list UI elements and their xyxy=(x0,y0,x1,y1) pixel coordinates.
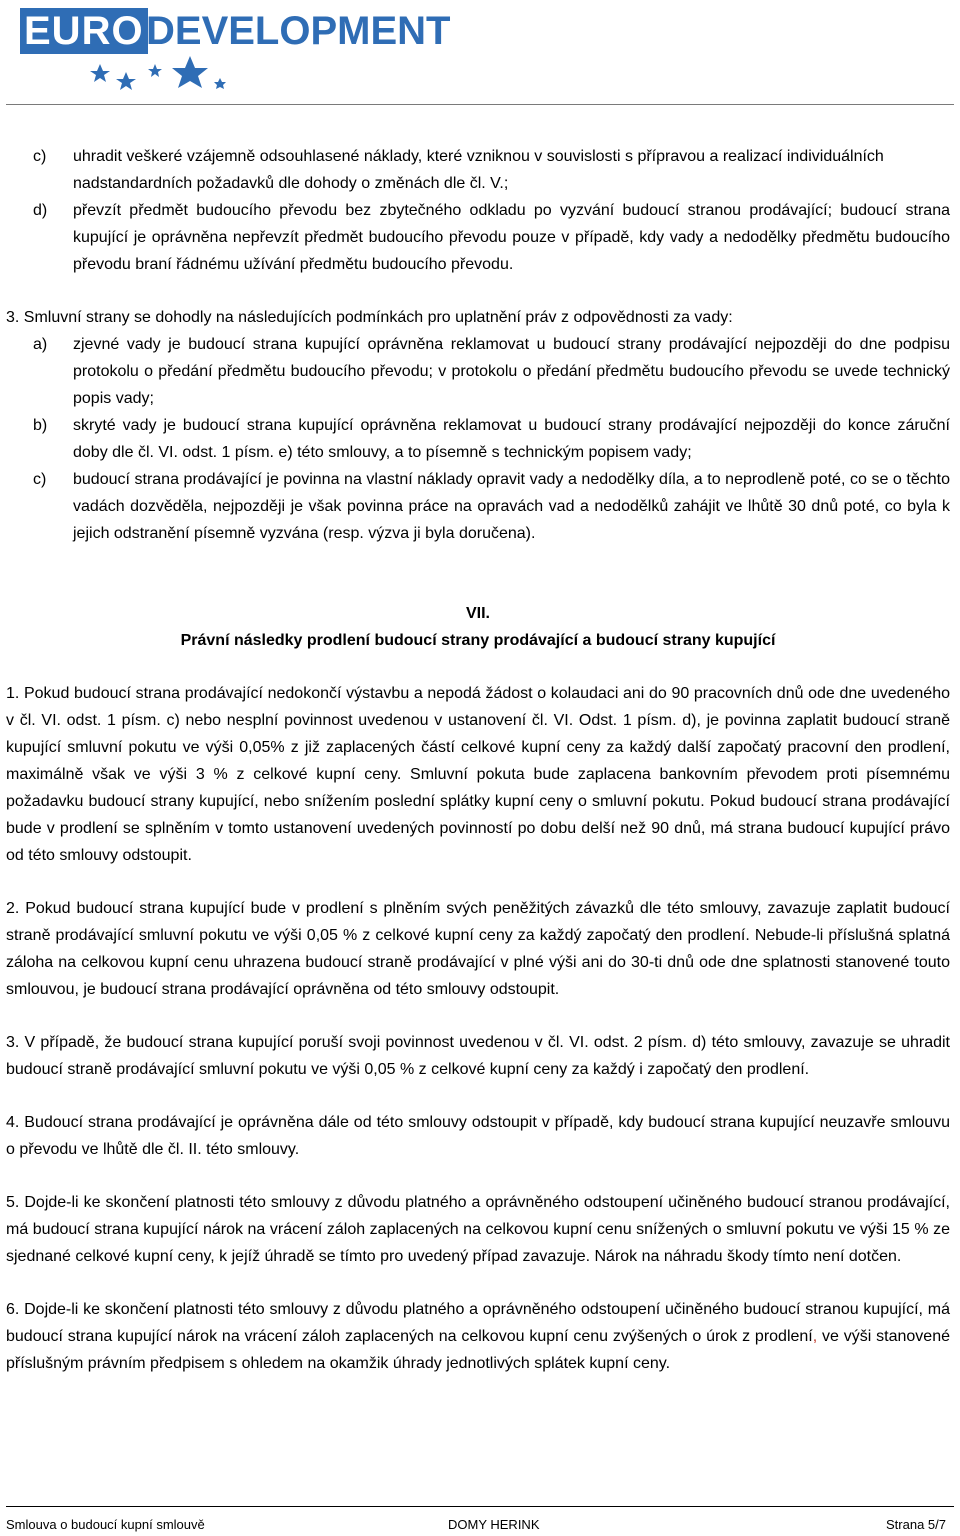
section-number: VII. xyxy=(465,605,490,622)
list-item xyxy=(6,197,950,278)
paragraph-6-text-before: 6. Dojde-li ke skončení platnosti této smlouvy z důvodu platného a oprávněného odstoupení učiněného budoucí stranou kupující, má budoucí strana kupující nárok na vrácení záloh zaplacených na celkovou kupní cenu zvýšených o úrok z prodlení xyxy=(6,1301,950,1345)
list-item xyxy=(6,143,950,197)
list-text: převzít předmět budoucího převodu bez zbytečného odkladu po vyzvání budoucí stranou prodávající; budoucí strana kupující je oprávněna nepřevzít předmět budoucího převodu pouze v případě, kdy vady a nedodělky předmětu budoucího převodu braní řádnému užívání předmětu budoucího převodu. xyxy=(73,202,950,273)
paragraph-6 xyxy=(6,1296,950,1377)
list-marker: d) xyxy=(33,202,48,219)
footer-project-name: DOMY HERINK xyxy=(448,1517,540,1532)
list-marker: b) xyxy=(33,417,48,434)
paragraph-5: 5. Dojde-li ke skončení platnosti této smlouvy z důvodu platného a oprávněného odstoupení učiněného budoucí stranou prodávající, má budoucí strana kupující nárok na vrácení záloh zaplacených na celkovou kupní cenu snížených o smluvní pokutu ve výši 15 % ze sjednané celkové kupní ceny, k jejíž úhradě se tímto pro uvedený případ zavazuje. Nárok na náhradu škody tímto není dotčen. xyxy=(6,1194,950,1265)
footer-divider xyxy=(6,1506,954,1507)
stars-icon xyxy=(80,54,250,100)
list-marker: c) xyxy=(33,471,47,488)
list-text: skryté vady je budoucí strana kupující oprávněna reklamovat u budoucí strany prodávající nejpozději do konce záruční doby dle čl. VI. odst. 1 písm. e) této smlouvy, a to písemně s technickým popisem vady; xyxy=(73,417,950,461)
paragraph-6-comma: , xyxy=(812,1328,818,1345)
document-body xyxy=(6,143,950,1377)
list-text: uhradit veškeré vzájemně odsouhlasené náklady, které vzniknou v souvislosti s přípravou a realizací individuálních nadstandardních požadavků dle dohody o změnách dle čl. V.; xyxy=(73,148,884,192)
list-item xyxy=(6,466,950,547)
list-item xyxy=(6,412,950,466)
list-marker: a) xyxy=(33,336,48,353)
section-title: Právní následky prodlení budoucí strany prodávající a budoucí strany kupující xyxy=(180,632,776,649)
paragraph-2: 2. Pokud budoucí strana kupující bude v prodlení s plněním svých peněžitých závazků dle této smlouvy, zavazuje zaplatit budoucí straně prodávající smluvní pokutu ve výši 0,05 % z celkové kupní ceny za každý započatý den prodlení. Nebude-li příslušná splatná záloha na celkovou kupní cenu uhrazena budoucí straně prodávající v plné výši ani do 30-ti dnů ode dne splatnosti stanovené touto smlouvou, je budoucí strana prodávající oprávněna od této smlouvy odstoupit. xyxy=(6,900,950,998)
list-text: zjevné vady je budoucí strana kupující oprávněna reklamovat u budoucí strany prodávající nejpozději do dne podpisu protokolu o předání předmětu budoucího převodu; v protokolu o předání předmětu budoucího převodu se uvede technický popis vady; xyxy=(73,336,950,407)
page-header xyxy=(0,0,960,108)
logo-euro-text: EURO xyxy=(20,8,148,54)
list-marker: c) xyxy=(33,148,47,165)
page-footer xyxy=(6,1517,954,1533)
footer-document-title: Smlouva o budoucí kupní smlouvě xyxy=(6,1517,205,1532)
list-item xyxy=(6,331,950,412)
paragraph-1: 1. Pokud budoucí strana prodávající nedokončí výstavbu a nepodá žádost o kolaudaci ani do 90 pracovních dnů ode dne uvedeného v čl. VI. odst. 1 písm. c) nebo nesplní povinnost uvedenou v ustanovení čl. VI. Odst. 1 písm. d), je povinna zaplatit budoucí straně kupující smluvní pokutu ve výši 0,05% z již zaplacených částí celkové kupní ceny za každý další započatý pracovní den prodlení, maximálně však ve výši 3 % z celkové kupní ceny. Smluvní pokuta bude zaplacena bankovním převodem proti písemnému požadavku budoucí strany kupující, nebo snížením poslední splátky kupní ceny o smluvní pokutu. Pokud budoucí strana prodávající bude v prodlení se splněním v tomto ustanovení uvedených povinností po dobu delší než 90 dnů, má strana budoucí kupující právo od této smlouvy odstoupit. xyxy=(6,685,950,864)
paragraph-4: 4. Budoucí strana prodávající je oprávněna dále od této smlouvy odstoupit v případě, kdy budoucí strana kupující neuzavře smlouvu o převodu ve lhůtě dle čl. II. této smlouvy. xyxy=(6,1114,950,1158)
logo-development-text: DEVELOPMENT xyxy=(146,9,451,53)
eurodevelopment-logo xyxy=(20,8,451,100)
paragraph-3-intro: 3. Smluvní strany se dohodly na následujících podmínkách pro uplatnění práv z odpovědnosti za vady: xyxy=(6,309,733,326)
footer-page-number: Strana 5/7 xyxy=(886,1517,946,1532)
header-divider xyxy=(6,104,954,105)
list-text: budoucí strana prodávající je povinna na vlastní náklady opravit vady a nedodělky díla, a to neprodleně poté, co se o těchto vadách dozvěděla, nejpozději je však povinna práce na opravách vad a nedodělků zahájit ve lhůtě 30 dnů poté, co byla k jejich odstranění písemně vyzvána (resp. výzva ji byla doručena). xyxy=(73,471,950,542)
paragraph-6-text-after: ve výši stanovené příslušným právním předpisem s ohledem na okamžik úhrady jednotlivých splátek kupní ceny. xyxy=(6,1328,951,1372)
paragraph-3: 3. V případě, že budoucí strana kupující poruší svoji povinnost uvedenou v čl. VI. odst. 2 písm. d) této smlouvy, zavazuje se uhradit budoucí straně prodávající smluvní pokutu ve výši 0,05 % z celkové kupní ceny za každý i započatý den prodlení. xyxy=(6,1034,950,1078)
